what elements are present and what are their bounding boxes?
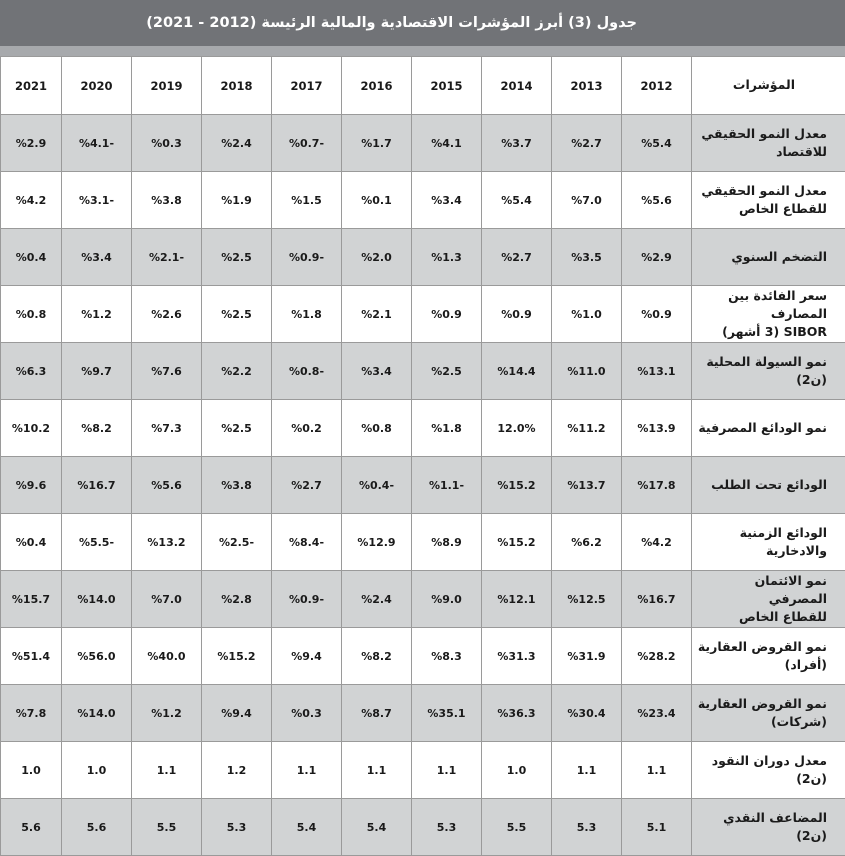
indicator-value: %3.7: [482, 115, 552, 172]
indicator-value: 1.0: [62, 742, 132, 799]
indicator-value: %16.7: [62, 457, 132, 514]
indicator-value: %1.5: [272, 172, 342, 229]
indicator-value: 1.2: [202, 742, 272, 799]
indicator-value: %2.4: [202, 115, 272, 172]
indicator-value: %1.8: [412, 400, 482, 457]
indicator-value: 1.1: [622, 742, 692, 799]
indicator-value: %8.9: [412, 514, 482, 571]
indicator-value: %3.8: [202, 457, 272, 514]
indicator-value: %0.8: [342, 400, 412, 457]
indicator-value: %15.2: [482, 457, 552, 514]
indicator-value: %2.9: [622, 229, 692, 286]
indicator-label: معدل النمو الحقيقي للاقتصاد: [692, 115, 845, 172]
indicator-value: %2.5: [202, 400, 272, 457]
indicator-label: التضخم السنوي: [692, 229, 845, 286]
indicator-value: %51.4: [1, 628, 62, 685]
indicators-table: [0, 56, 845, 856]
indicator-value: %35.1: [412, 685, 482, 742]
indicator-value: %7.0: [552, 172, 622, 229]
table-row: [1, 685, 845, 742]
indicator-value: %11.0: [552, 343, 622, 400]
indicator-value: 12.0%: [482, 400, 552, 457]
indicator-value: %2.2: [202, 343, 272, 400]
indicator-value: %17.8: [622, 457, 692, 514]
indicator-value: %2.7: [552, 115, 622, 172]
indicator-value: %1.2: [62, 286, 132, 343]
indicator-value: %40.0: [132, 628, 202, 685]
indicator-value: %15.2: [482, 514, 552, 571]
indicator-value: %10.2: [1, 400, 62, 457]
indicator-value: 1.1: [412, 742, 482, 799]
indicator-value: %7.0: [132, 571, 202, 628]
table-row: [1, 742, 845, 799]
indicator-value: %8.4-: [272, 514, 342, 571]
table-row: [1, 571, 845, 628]
indicator-value: %7.3: [132, 400, 202, 457]
indicator-value: %9.7: [62, 343, 132, 400]
indicator-label: المضاعف النقدي (ن2): [692, 799, 845, 856]
indicator-value: %2.0: [342, 229, 412, 286]
indicator-value: %31.3: [482, 628, 552, 685]
indicator-value: %0.9: [412, 286, 482, 343]
indicator-value: %0.8: [1, 286, 62, 343]
indicator-value: %12.1: [482, 571, 552, 628]
indicator-value: %12.5: [552, 571, 622, 628]
indicator-value: %0.9-: [272, 571, 342, 628]
indicator-value: 5.6: [1, 799, 62, 856]
indicator-value: %30.4: [552, 685, 622, 742]
header-year: 2015: [412, 57, 482, 115]
indicator-value: %4.1-: [62, 115, 132, 172]
indicator-value: %11.2: [552, 400, 622, 457]
table-row: [1, 286, 845, 343]
indicator-value: 1.0: [1, 742, 62, 799]
indicator-value: %15.7: [1, 571, 62, 628]
indicator-value: %0.1: [342, 172, 412, 229]
table-row: [1, 172, 845, 229]
indicator-label: الودائع تحت الطلب: [692, 457, 845, 514]
indicator-value: %0.8-: [272, 343, 342, 400]
indicator-value: %23.4: [622, 685, 692, 742]
indicator-label: نمو الودائع المصرفية: [692, 400, 845, 457]
indicator-label: نمو الائتمان المصرفي للقطاع الخاص: [692, 571, 845, 628]
indicator-label: نمو السيولة المحلية (ن2): [692, 343, 845, 400]
indicator-value: %0.9-: [272, 229, 342, 286]
indicator-value: %3.4: [342, 343, 412, 400]
indicator-value: %15.2: [202, 628, 272, 685]
table-row: [1, 628, 845, 685]
indicator-value: 5.4: [272, 799, 342, 856]
indicator-value: %2.1-: [132, 229, 202, 286]
indicator-value: 5.3: [412, 799, 482, 856]
indicator-value: %0.2: [272, 400, 342, 457]
indicator-value: %1.9: [202, 172, 272, 229]
indicator-value: %2.6: [132, 286, 202, 343]
indicator-value: %3.4: [412, 172, 482, 229]
indicator-value: %4.1: [412, 115, 482, 172]
header-row: [1, 57, 845, 115]
indicator-value: %5.6: [622, 172, 692, 229]
header-year: 2014: [482, 57, 552, 115]
indicator-value: %2.8: [202, 571, 272, 628]
indicator-value: %8.2: [62, 400, 132, 457]
header-year: 2020: [62, 57, 132, 115]
table-row: [1, 343, 845, 400]
indicator-value: %13.2: [132, 514, 202, 571]
table-title: جدول (3) أبرز المؤشرات الاقتصادية والمالية الرئيسة (2012 - 2021): [0, 0, 845, 56]
indicator-value: %9.6: [1, 457, 62, 514]
indicator-value: %28.2: [622, 628, 692, 685]
indicator-value: %16.7: [622, 571, 692, 628]
indicator-value: %3.1-: [62, 172, 132, 229]
indicator-value: 5.3: [202, 799, 272, 856]
indicator-value: 1.1: [132, 742, 202, 799]
indicator-value: %0.3: [272, 685, 342, 742]
indicator-value: %9.4: [272, 628, 342, 685]
indicator-label: نمو القروض العقارية (شركات): [692, 685, 845, 742]
indicator-value: %8.2: [342, 628, 412, 685]
indicator-value: %6.2: [552, 514, 622, 571]
table-row: [1, 400, 845, 457]
indicator-value: %7.6: [132, 343, 202, 400]
indicator-value: %4.2: [622, 514, 692, 571]
indicator-value: 1.0: [482, 742, 552, 799]
indicator-value: %1.3: [412, 229, 482, 286]
indicator-value: %14.4: [482, 343, 552, 400]
indicator-value: %36.3: [482, 685, 552, 742]
indicator-label: معدل النمو الحقيقي للقطاع الخاص: [692, 172, 845, 229]
indicator-value: %31.9: [552, 628, 622, 685]
header-year: 2016: [342, 57, 412, 115]
indicator-value: %13.7: [552, 457, 622, 514]
indicator-value: %1.8: [272, 286, 342, 343]
indicator-value: %8.3: [412, 628, 482, 685]
indicator-value: 5.4: [342, 799, 412, 856]
indicator-value: %2.7: [482, 229, 552, 286]
indicator-value: 1.1: [272, 742, 342, 799]
indicator-value: %12.9: [342, 514, 412, 571]
header-year: 2013: [552, 57, 622, 115]
indicator-label: نمو القروض العقارية (أفراد): [692, 628, 845, 685]
indicator-value: %13.9: [622, 400, 692, 457]
indicator-value: 5.3: [552, 799, 622, 856]
indicator-value: %4.2: [1, 172, 62, 229]
indicator-value: %0.4: [1, 514, 62, 571]
indicator-value: %2.4: [342, 571, 412, 628]
indicator-value: %8.7: [342, 685, 412, 742]
indicator-value: %0.9: [482, 286, 552, 343]
indicator-value: %2.5-: [202, 514, 272, 571]
indicator-value: %14.0: [62, 685, 132, 742]
indicator-label: معدل دوران النقود (ن2): [692, 742, 845, 799]
indicator-value: %56.0: [62, 628, 132, 685]
indicator-value: %6.3: [1, 343, 62, 400]
indicator-value: %3.4: [62, 229, 132, 286]
indicator-value: %5.4: [482, 172, 552, 229]
table-row: [1, 457, 845, 514]
header-year: 2018: [202, 57, 272, 115]
indicator-value: %3.5: [552, 229, 622, 286]
header-year: 2017: [272, 57, 342, 115]
table-row: [1, 115, 845, 172]
table-row: [1, 514, 845, 571]
indicator-value: %0.7-: [272, 115, 342, 172]
header-indicators: المؤشرات: [692, 57, 845, 115]
header-year: 2012: [622, 57, 692, 115]
indicator-value: %5.4: [622, 115, 692, 172]
indicator-label: الودائع الزمنية والادخارية: [692, 514, 845, 571]
indicator-value: %9.4: [202, 685, 272, 742]
indicator-value: %1.1-: [412, 457, 482, 514]
header-year: 2019: [132, 57, 202, 115]
indicator-value: 1.1: [552, 742, 622, 799]
indicator-value: %5.6: [132, 457, 202, 514]
indicator-value: %7.8: [1, 685, 62, 742]
indicator-value: %0.4: [1, 229, 62, 286]
header-year: 2021: [1, 57, 62, 115]
indicator-label: سعر الفائدة بين المصارف SIBOR (3 أشهر): [692, 286, 845, 343]
indicator-value: 5.5: [132, 799, 202, 856]
indicator-value: %5.5-: [62, 514, 132, 571]
indicator-value: %2.1: [342, 286, 412, 343]
table-row: [1, 229, 845, 286]
indicator-value: %0.9: [622, 286, 692, 343]
indicator-value: 5.5: [482, 799, 552, 856]
indicator-value: %3.8: [132, 172, 202, 229]
indicator-value: 5.1: [622, 799, 692, 856]
indicator-value: 5.6: [62, 799, 132, 856]
indicator-value: %0.3: [132, 115, 202, 172]
indicator-value: %2.5: [202, 286, 272, 343]
indicator-value: %2.7: [272, 457, 342, 514]
indicator-value: %13.1: [622, 343, 692, 400]
indicator-value: %2.5: [202, 229, 272, 286]
indicator-value: 1.1: [342, 742, 412, 799]
indicator-value: %9.0: [412, 571, 482, 628]
indicator-value: %2.5: [412, 343, 482, 400]
indicator-value: %2.9: [1, 115, 62, 172]
indicator-value: %1.0: [552, 286, 622, 343]
indicator-value: %1.7: [342, 115, 412, 172]
indicator-value: %0.4-: [342, 457, 412, 514]
indicator-value: %14.0: [62, 571, 132, 628]
indicator-value: %1.2: [132, 685, 202, 742]
